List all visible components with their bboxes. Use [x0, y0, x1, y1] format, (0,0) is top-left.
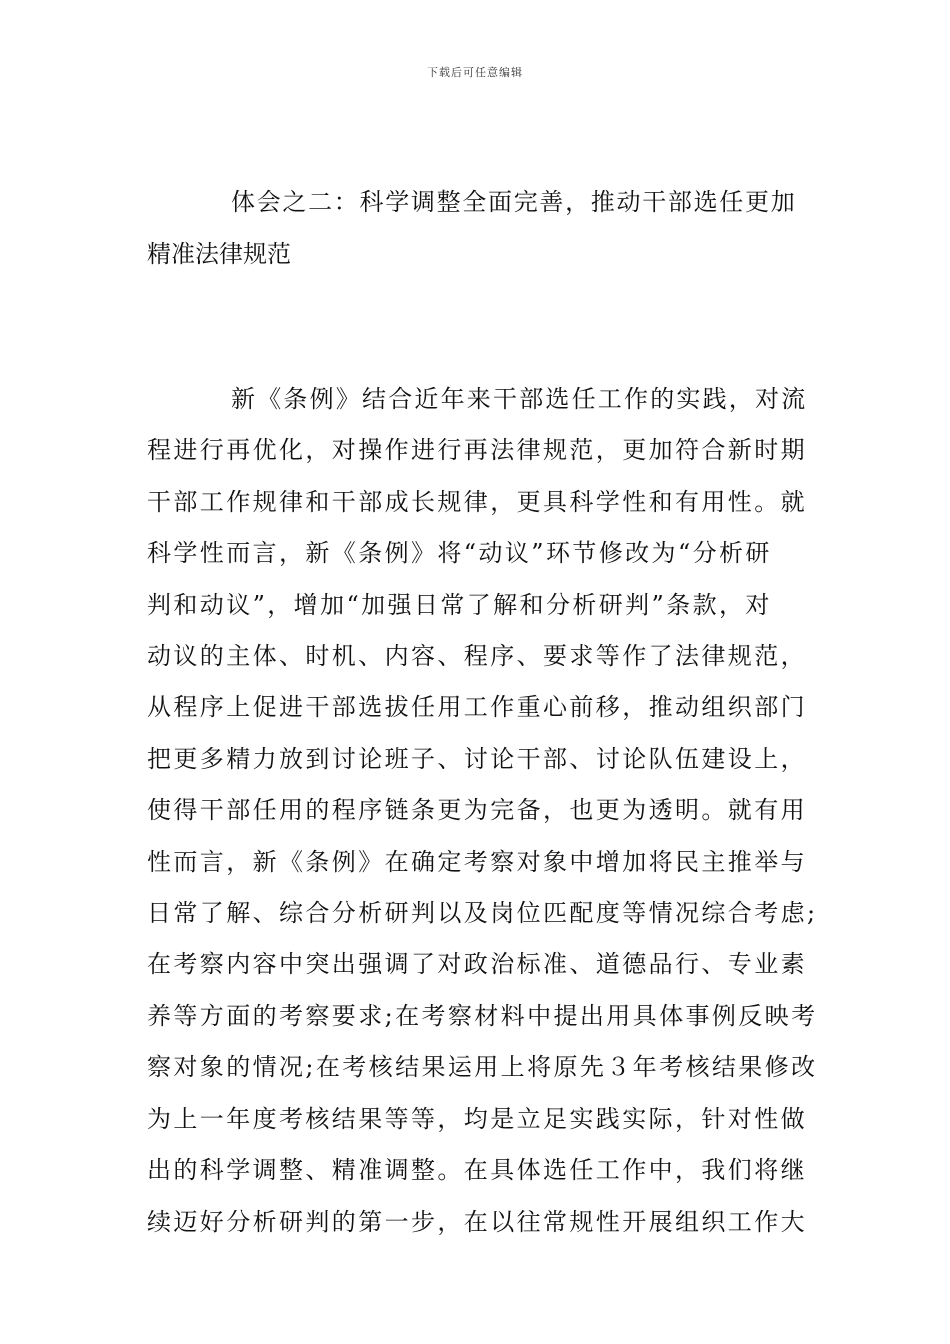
body-line: 干部工作规律和干部成长规律，更具科学性和有用性。就 — [147, 487, 807, 516]
heading-line-2: 精准法律规范 — [147, 240, 291, 268]
body-line: 为上一年度考核结果等等，均是立足实践实际，针对性做 — [147, 1104, 807, 1133]
body-line: 在考察内容中突出强调了对政治标准、道德品行、专业素 — [147, 950, 807, 979]
body-line: 判和动议”，增加“加强日常了解和分析研判”条款，对 — [147, 590, 772, 619]
body-line: 程进行再优化，对操作进行再法律规范，更加符合新时期 — [147, 436, 807, 465]
body-line: 使得干部任用的程序链条更为完备，也更为透明。就有用 — [147, 796, 807, 825]
body-line: 从程序上促进干部选拔任用工作重心前移，推动组织部门 — [147, 693, 807, 722]
body-line: 新《条例》结合近年来干部选任工作的实践，对流 — [231, 385, 808, 413]
body-line: 性而言，新《条例》在确定考察对象中增加将民主推举与 — [147, 847, 807, 876]
body-line: 动议的主体、时机、内容、程序、要求等作了法律规范， — [147, 642, 807, 671]
body-line: 续迈好分析研判的第一步，在以往常规性开展组织工作大 — [147, 1207, 807, 1236]
body-line: 察对象的情况;在考核结果运用上将原先３年考核结果修改 — [147, 1053, 818, 1082]
body-line: 把更多精力放到讨论班子、讨论干部、讨论队伍建设上， — [147, 744, 807, 773]
body-paragraph — [147, 374, 818, 1248]
body-line: 日常了解、综合分析研判以及岗位匹配度等情况综合考虑; — [147, 899, 818, 928]
body-line: 养等方面的考察要求;在考察材料中提出用具体事例反映考 — [147, 1001, 818, 1030]
heading-line-1: 体会之二：科学调整全面完善，推动干部选任更加 — [231, 188, 797, 216]
body-line: 出的科学调整、精准调整。在具体选任工作中，我们将继 — [147, 1156, 807, 1185]
page-header-note: 下载后可任意编辑 — [427, 66, 523, 79]
section-heading — [147, 176, 807, 280]
body-line: 科学性而言，新《条例》将“动议”环节修改为“分析研 — [147, 539, 772, 568]
